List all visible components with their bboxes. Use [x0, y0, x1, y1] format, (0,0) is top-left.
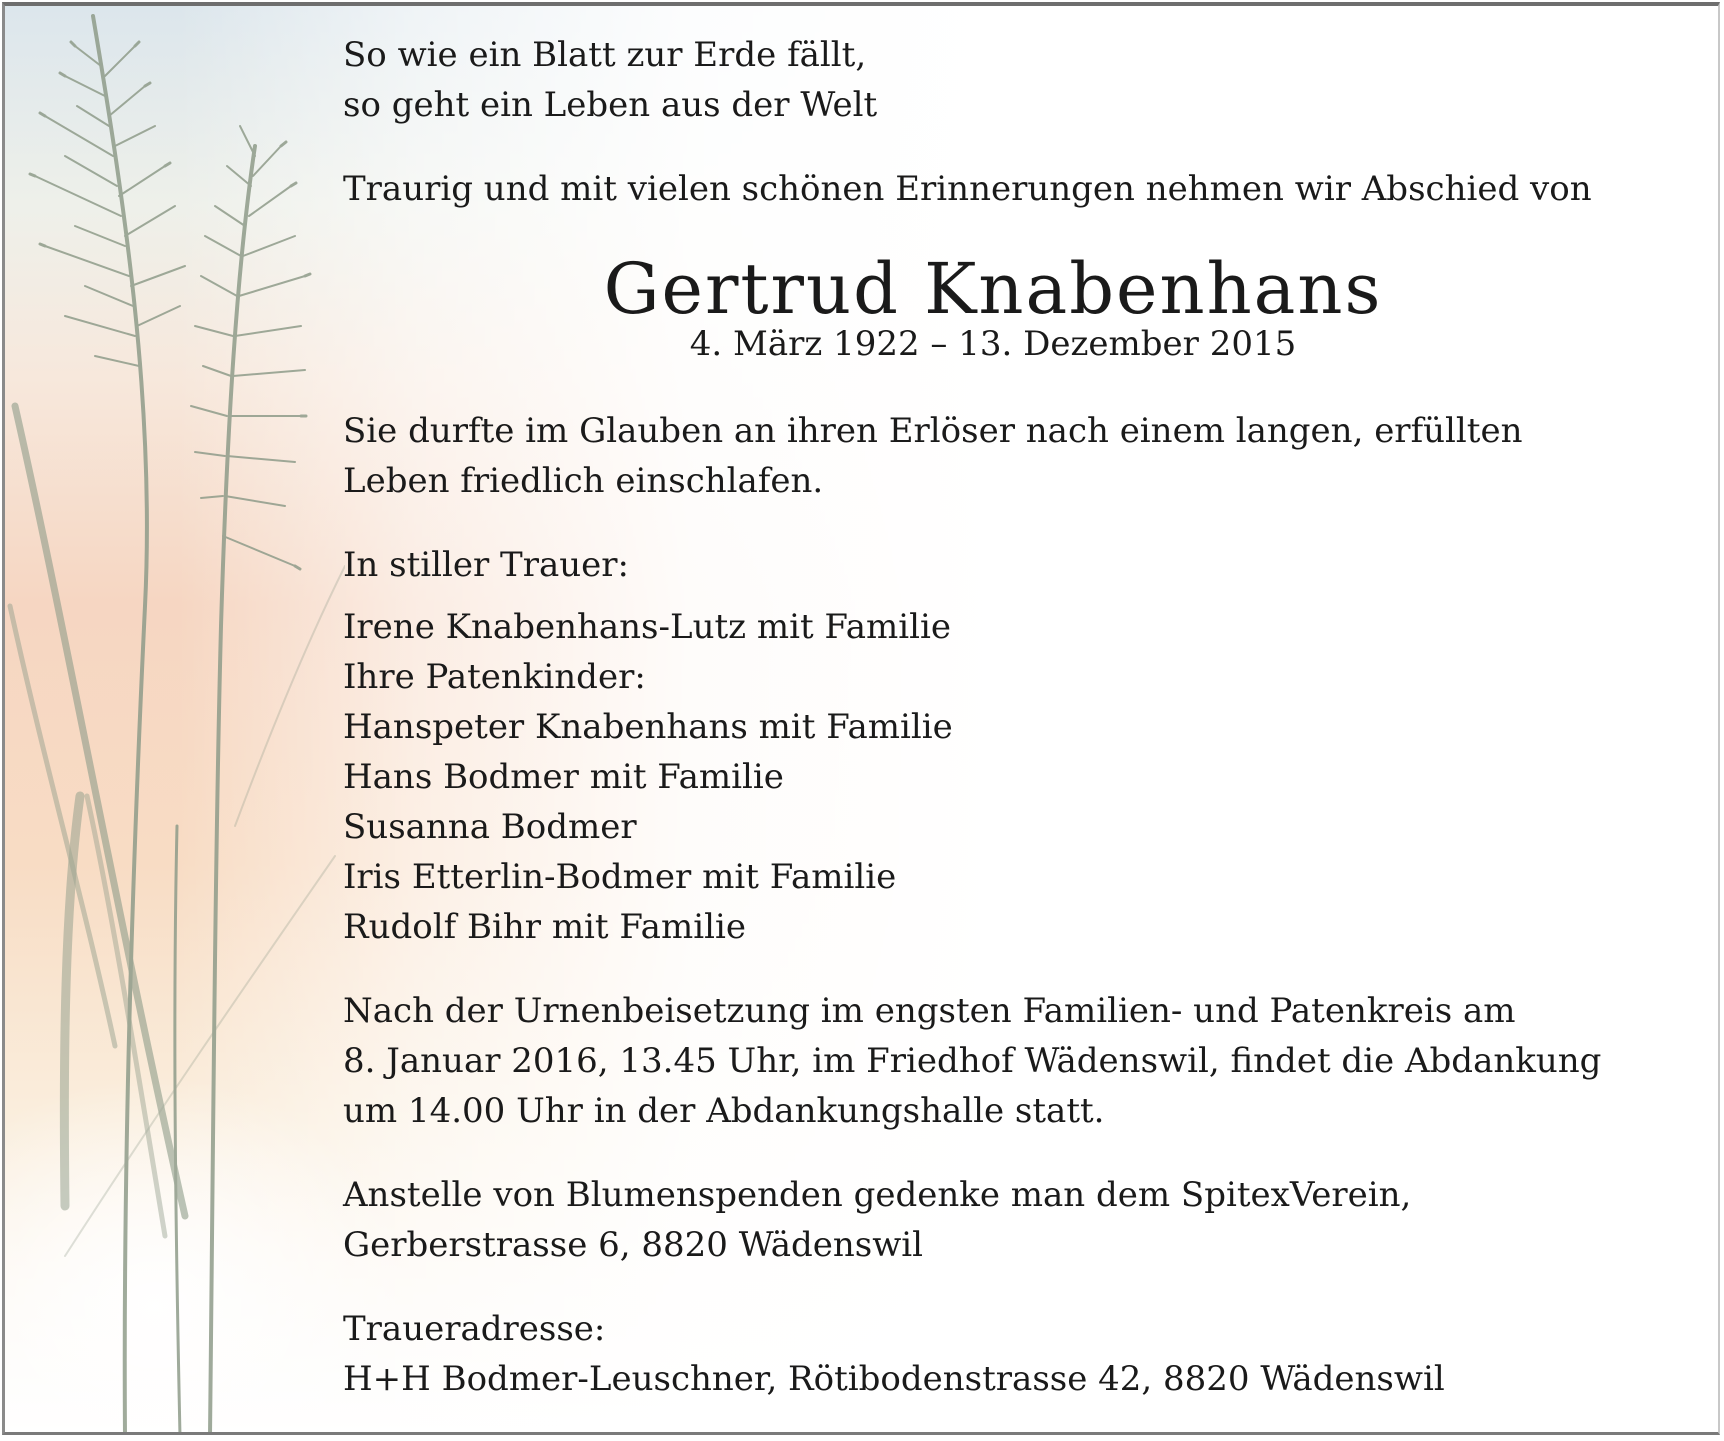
mourner-item: Hans Bodmer mit Familie: [343, 757, 784, 797]
obituary-notice: [2, 2, 1720, 1435]
address-heading: Traueradresse:: [343, 1309, 606, 1349]
donation-line-1: Anstelle von Blumenspenden gedenke man dem SpitexVerein,: [343, 1175, 1412, 1215]
mourner-item: Susanna Bodmer: [343, 807, 637, 847]
deceased-name: Gertrud Knabenhans: [603, 248, 1383, 330]
ceremony-line-1: Nach der Urnenbeisetzung im engsten Familien- und Patenkreis am: [343, 991, 1516, 1031]
mourning-address: H+H Bodmer-Leuschner, Rötibodenstrasse 42, 8820 Wädenswil: [343, 1359, 1445, 1399]
ceremony-line-3: um 14.00 Uhr in der Abdankungshalle statt.: [343, 1091, 1105, 1131]
intro-text: Traurig und mit vielen schönen Erinnerungen nehmen wir Abschied von: [343, 169, 1592, 209]
motto-line-2: so geht ein Leben aus der Welt: [343, 85, 878, 125]
donation-line-2: Gerberstrasse 6, 8820 Wädenswil: [343, 1225, 924, 1265]
motto-line-1: So wie ein Blatt zur Erde fällt,: [343, 35, 867, 75]
ceremony-line-2: 8. Januar 2016, 13.45 Uhr, im Friedhof Wädenswil, findet die Abdankung: [343, 1041, 1602, 1081]
statement-line-2: Leben friedlich einschlafen.: [343, 461, 824, 501]
mourners-heading: In stiller Trauer:: [343, 545, 629, 585]
grass-illustration: [5, 6, 345, 1435]
mourner-item: Rudolf Bihr mit Familie: [343, 907, 746, 947]
mourner-item: Hanspeter Knabenhans mit Familie: [343, 707, 953, 747]
mourner-item: Ihre Patenkinder:: [343, 657, 646, 697]
statement-line-1: Sie durfte im Glauben an ihren Erlöser nach einem langen, erfüllten: [343, 411, 1523, 451]
life-dates: 4. März 1922 – 13. Dezember 2015: [689, 324, 1297, 364]
mourner-item: Irene Knabenhans-Lutz mit Familie: [343, 607, 951, 647]
notice-content: [343, 30, 1703, 1404]
mourner-item: Iris Etterlin-Bodmer mit Familie: [343, 857, 897, 897]
